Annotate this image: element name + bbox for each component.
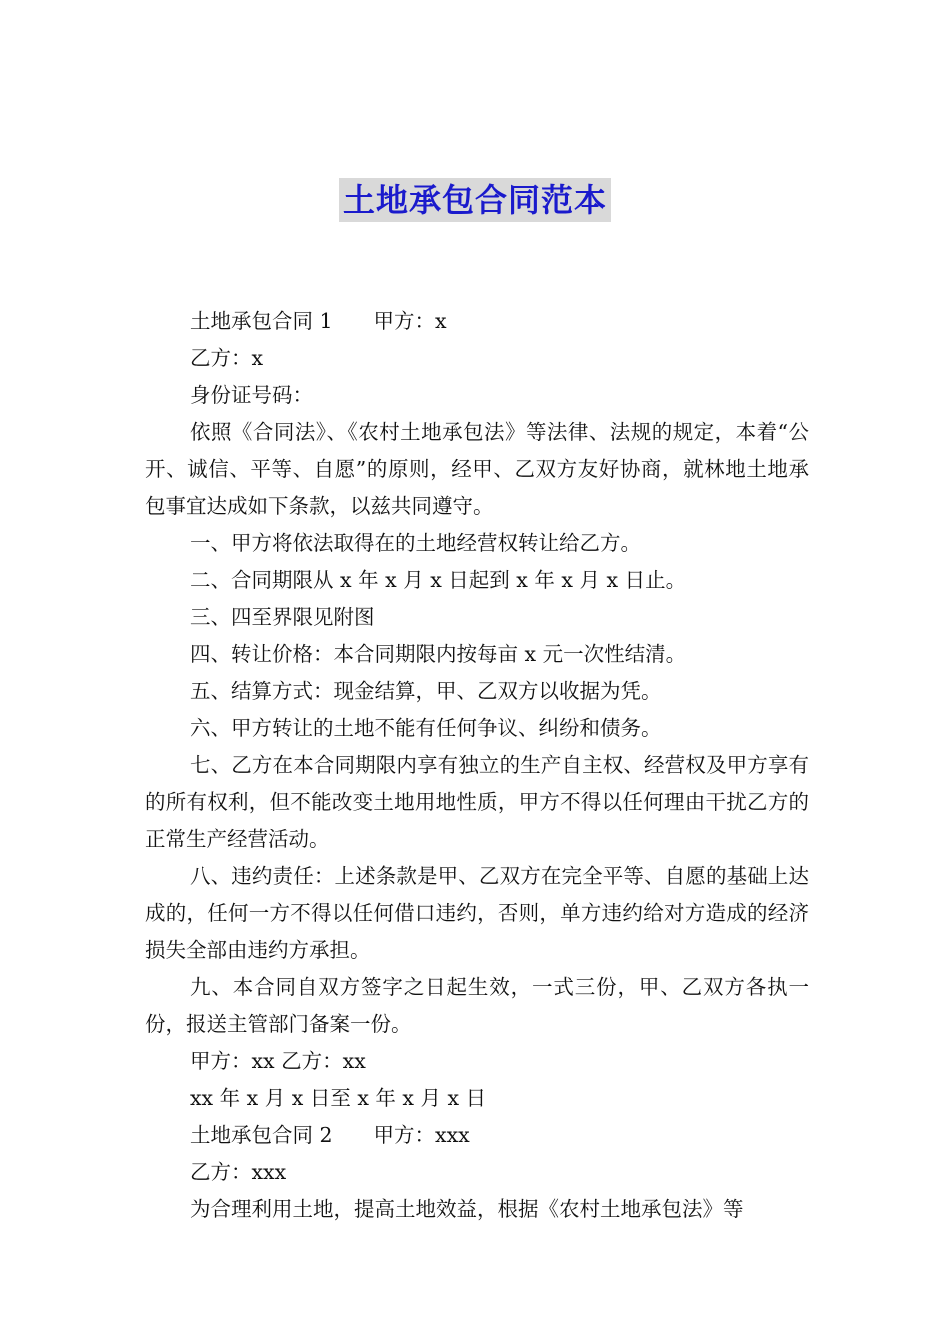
paragraph-contract-2-party-a: 土地承包合同 2 甲方：xxx	[190, 1123, 470, 1147]
paragraph-id-number: 身份证号码：	[190, 383, 313, 407]
paragraph-clause-3: 三、四至界限见附图	[190, 605, 375, 629]
paragraph-clause-8: 八、违约责任：上述条款是甲、乙双方在完全平等、自愿的基础上达成的，任何一方不得以任何借口违约，否则，单方违约给对方造成的经济损失全部由违约方承担。	[145, 864, 809, 962]
paragraph-clause-5: 五、结算方式：现金结算，甲、乙双方以收据为凭。	[190, 679, 662, 703]
paragraph-preamble: 依照《合同法》、《农村土地承包法》等法律、法规的规定，本着“公开、诚信、平等、自愿”的原则，经甲、乙双方友好协商，就林地土地承包事宜达成如下条款，以兹共同遵守。	[145, 420, 809, 518]
document-body	[145, 303, 809, 1228]
paragraph-clause-7: 七、乙方在本合同期限内享有独立的生产自主权、经营权及甲方享有的所有权利，但不能改变土地用地性质，甲方不得以任何理由干扰乙方的正常生产经营活动。	[145, 753, 809, 851]
paragraph-signatures: 甲方：xx 乙方：xx	[190, 1049, 366, 1073]
paragraph-contract-1-party-a: 土地承包合同 1 甲方：x	[190, 309, 447, 333]
paragraph-clause-6: 六、甲方转让的土地不能有任何争议、纠纷和债务。	[190, 716, 662, 740]
paragraph-term-dates: xx 年 x 月 x 日至 x 年 x 月 x 日	[190, 1086, 487, 1110]
paragraph-contract-2-party-b: 乙方：xxx	[190, 1160, 287, 1184]
paragraph-party-b: 乙方：x	[190, 346, 264, 370]
paragraph-clause-1: 一、甲方将依法取得在的土地经营权转让给乙方。	[190, 531, 641, 555]
paragraph-clause-2: 二、合同期限从 x 年 x 月 x 日起到 x 年 x 月 x 日止。	[190, 568, 687, 592]
paragraph-clause-9: 九、本合同自双方签字之日起生效，一式三份，甲、乙双方各执一份，报送主管部门备案一份。	[145, 975, 809, 1036]
paragraph-clause-4: 四、转让价格：本合同期限内按每亩 x 元一次性结清。	[190, 642, 687, 666]
title-block	[0, 178, 950, 222]
document-title: 土地承包合同范本	[339, 178, 611, 222]
paragraph-contract-2-preamble: 为合理利用土地，提高土地效益，根据《农村土地承包法》等	[190, 1197, 744, 1221]
